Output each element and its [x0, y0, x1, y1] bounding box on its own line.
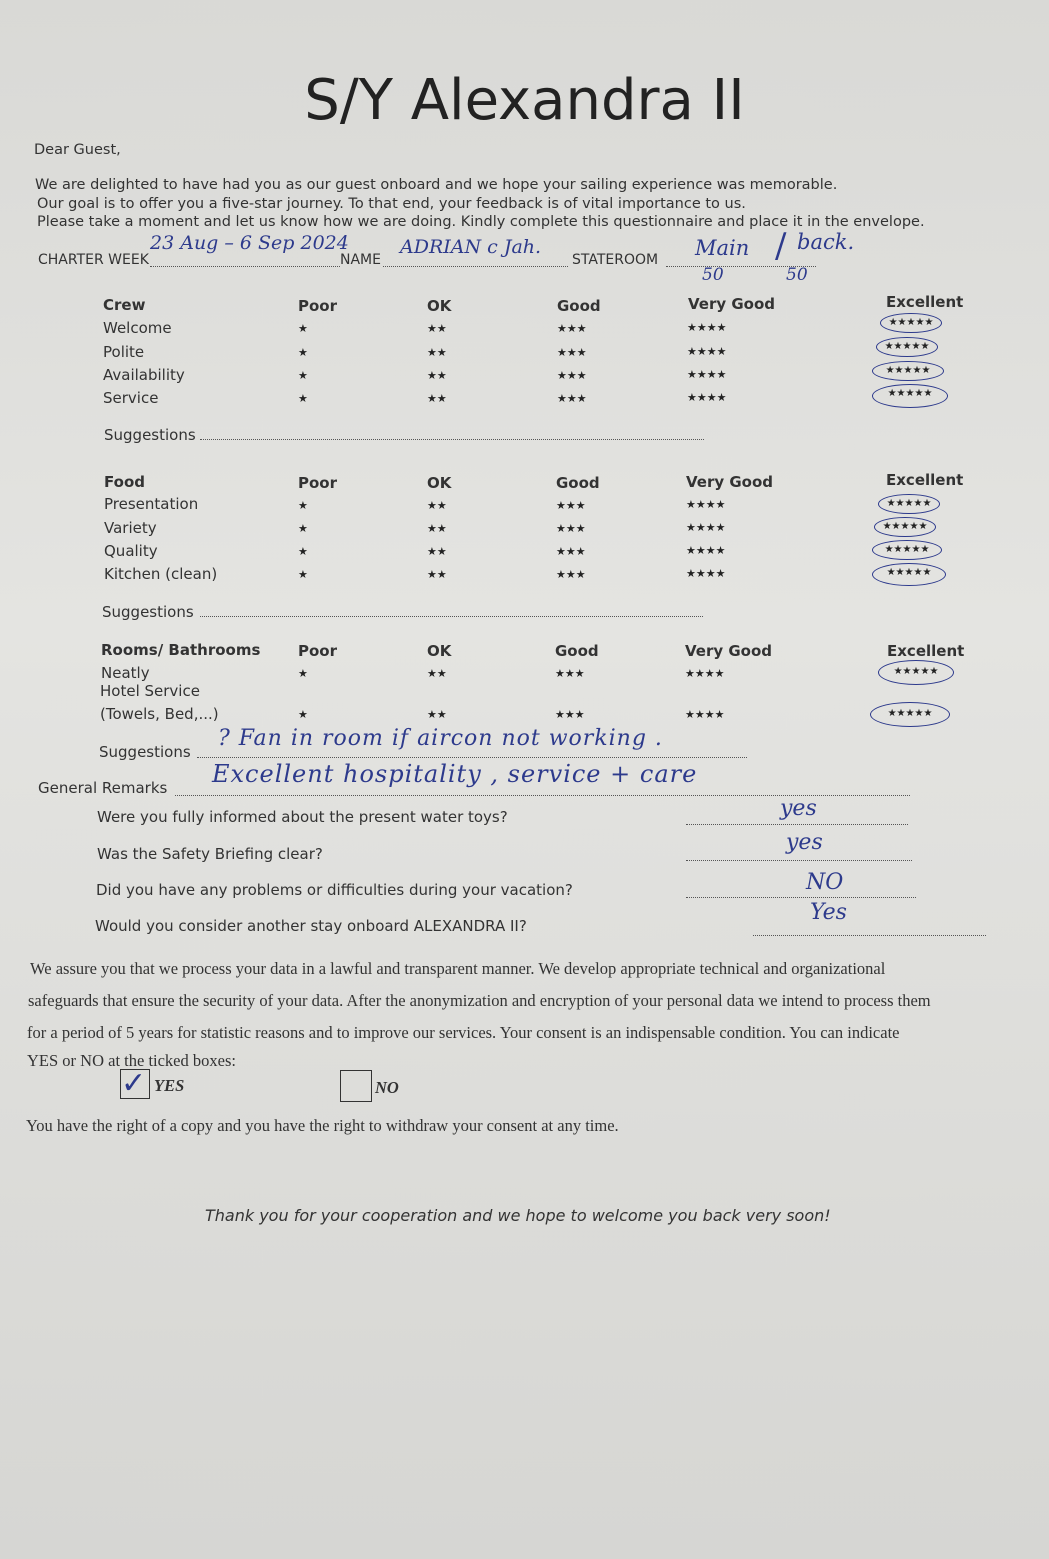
thank-you-message: Thank you for your cooperation and we hope to welcome you back very soon! — [205, 1206, 831, 1225]
item-label: Polite — [103, 343, 145, 361]
rating-good[interactable]: ★★★ — [556, 568, 586, 581]
question-problems: Did you have any problems or difficulties during your vacation? — [96, 881, 573, 899]
general-remarks-label: General Remarks — [38, 779, 168, 797]
rating-poor[interactable]: ★ — [298, 667, 308, 680]
rating-very-good[interactable]: ★★★★ — [687, 321, 727, 334]
col-excellent: Excellent — [886, 293, 964, 311]
col-excellent: Excellent — [886, 471, 964, 489]
rating-good[interactable]: ★★★ — [557, 369, 587, 382]
name-line — [383, 266, 568, 267]
rating-very-good[interactable]: ★★★★ — [686, 567, 726, 580]
item-label: (Towels, Bed,...) — [100, 705, 219, 723]
answer-safety-briefing[interactable]: yes — [786, 830, 823, 855]
item-label: Presentation — [104, 495, 199, 513]
suggestions-line[interactable] — [200, 439, 704, 440]
rating-ok[interactable]: ★★ — [427, 392, 447, 405]
rating-excellent-circled[interactable]: ★★★★★ — [878, 494, 940, 514]
answer-another-stay[interactable]: Yes — [810, 900, 847, 925]
suggestions-label: Suggestions — [99, 743, 191, 761]
item-label: Quality — [104, 542, 158, 560]
question-safety-briefing: Was the Safety Briefing clear? — [97, 845, 323, 863]
rating-ok[interactable]: ★★ — [427, 499, 447, 512]
rating-excellent-circled[interactable]: ★★★★★ — [870, 702, 950, 727]
col-excellent: Excellent — [887, 642, 965, 660]
rating-poor[interactable]: ★ — [298, 708, 308, 721]
stateroom-slash: / — [775, 226, 787, 266]
page-title: S/Y Alexandra II — [304, 68, 745, 133]
answer-line — [686, 824, 908, 825]
intro-line-2: Our goal is to offer you a five-star journey. To that end, your feedback is of vital importance to us. — [37, 196, 746, 212]
col-good: Good — [556, 474, 600, 492]
item-label: Hotel Service — [100, 682, 200, 700]
col-ok: OK — [427, 297, 452, 315]
rating-very-good[interactable]: ★★★★ — [686, 521, 726, 534]
rating-very-good[interactable]: ★★★★ — [687, 345, 727, 358]
rating-very-good[interactable]: ★★★★ — [686, 498, 726, 511]
consent-text-3: for a period of 5 years for statistic reasons and to improve our services. Your consent is an indispensable condition. You can indicate — [27, 1023, 900, 1042]
consent-text-1: We assure you that we process your data in a lawful and transparent manner. We develop appropriate technical and organizational — [30, 959, 886, 978]
rating-good[interactable]: ★★★ — [557, 346, 587, 359]
rating-excellent-circled[interactable]: ★★★★★ — [880, 313, 942, 333]
name-value[interactable]: ADRIAN c Jah. — [400, 236, 542, 258]
rating-poor[interactable]: ★ — [298, 322, 308, 335]
rating-good[interactable]: ★★★ — [556, 545, 586, 558]
rooms-suggestion-value[interactable]: ? Fan in room if aircon not working . — [218, 726, 663, 751]
consent-withdraw-text: You have the right of a copy and you have the right to withdraw your consent at any time. — [26, 1116, 619, 1135]
stateroom-split-main: 50 — [702, 265, 724, 285]
suggestions-line — [197, 757, 747, 758]
rating-poor[interactable]: ★ — [298, 499, 308, 512]
item-label: Service — [103, 389, 159, 407]
stateroom-value-back[interactable]: back. — [797, 230, 855, 254]
answer-line — [686, 860, 912, 861]
col-good: Good — [557, 297, 601, 315]
item-label: Neatly — [101, 664, 150, 682]
rating-good[interactable]: ★★★ — [557, 322, 587, 335]
rating-excellent-circled[interactable]: ★★★★★ — [872, 361, 944, 381]
consent-yes-checkbox[interactable] — [120, 1066, 150, 1101]
rating-very-good[interactable]: ★★★★ — [685, 708, 725, 721]
col-poor: Poor — [298, 642, 338, 660]
suggestions-line[interactable] — [200, 616, 703, 617]
rating-excellent-circled[interactable]: ★★★★★ — [876, 337, 938, 357]
charter-week-label: CHARTER WEEK — [38, 252, 149, 268]
section-title: Rooms/ Bathrooms — [101, 641, 261, 659]
answer-line — [753, 935, 986, 936]
consent-yes-label: YES — [154, 1076, 185, 1095]
rating-very-good[interactable]: ★★★★ — [687, 368, 727, 381]
rating-ok[interactable]: ★★ — [427, 568, 447, 581]
rating-very-good[interactable]: ★★★★ — [687, 391, 727, 404]
name-label: NAME — [340, 252, 381, 268]
col-very-good: Very Good — [688, 295, 776, 313]
rating-good[interactable]: ★★★ — [555, 708, 585, 721]
consent-text-2: safeguards that ensure the security of your data. After the anonymization and encryption of your personal data we intend to process them — [28, 991, 931, 1010]
col-ok: OK — [427, 642, 452, 660]
rating-very-good[interactable]: ★★★★ — [685, 667, 725, 680]
suggestions-label: Suggestions — [104, 426, 196, 444]
rating-good[interactable]: ★★★ — [556, 522, 586, 535]
stateroom-value-main[interactable]: Main — [695, 236, 750, 260]
consent-no-checkbox[interactable] — [340, 1070, 372, 1102]
intro-line-1: We are delighted to have had you as our guest onboard and we hope your sailing experience was memorable. — [35, 177, 838, 193]
rating-excellent-circled[interactable]: ★★★★★ — [872, 540, 942, 560]
rating-poor[interactable]: ★ — [298, 522, 308, 535]
greeting: Dear Guest, — [34, 142, 121, 158]
rating-poor[interactable]: ★ — [298, 568, 308, 581]
item-label: Welcome — [103, 319, 172, 337]
rating-excellent-circled[interactable]: ★★★★★ — [872, 384, 948, 408]
col-poor: Poor — [298, 474, 338, 492]
rating-excellent-circled[interactable]: ★★★★★ — [878, 660, 954, 685]
rating-very-good[interactable]: ★★★★ — [686, 544, 726, 557]
rating-excellent-circled[interactable]: ★★★★★ — [874, 517, 936, 537]
rating-ok[interactable]: ★★ — [427, 522, 447, 535]
rating-ok[interactable]: ★★ — [427, 369, 447, 382]
rating-excellent-circled[interactable]: ★★★★★ — [872, 563, 946, 586]
rating-ok[interactable]: ★★ — [427, 322, 447, 335]
item-label: Kitchen (clean) — [104, 565, 218, 583]
rating-good[interactable]: ★★★ — [556, 499, 586, 512]
suggestions-label: Suggestions — [102, 603, 194, 621]
rating-poor[interactable]: ★ — [298, 392, 308, 405]
stateroom-label: STATEROOM — [572, 252, 659, 268]
rating-good[interactable]: ★★★ — [557, 392, 587, 405]
rating-ok[interactable]: ★★ — [427, 708, 447, 721]
rating-good[interactable]: ★★★ — [555, 667, 585, 680]
answer-line — [686, 897, 916, 898]
consent-text-4: YES or NO at the ticked boxes: — [27, 1051, 236, 1070]
col-very-good: Very Good — [686, 473, 774, 491]
col-good: Good — [555, 642, 599, 660]
answer-problems[interactable]: NO — [806, 870, 844, 895]
intro-line-3: Please take a moment and let us know how we are doing. Kindly complete this questionnaire and place it in the envelope. — [37, 214, 925, 230]
item-label: Variety — [104, 519, 157, 537]
col-ok: OK — [427, 474, 452, 492]
question-another-stay: Would you consider another stay onboard ALEXANDRA II? — [95, 917, 527, 935]
consent-no-label: NO — [375, 1078, 399, 1097]
section-title: Crew — [103, 296, 146, 314]
rating-poor[interactable]: ★ — [298, 369, 308, 382]
rating-ok[interactable]: ★★ — [427, 545, 447, 558]
item-label: Availability — [103, 366, 185, 384]
stateroom-split-back: 50 — [786, 265, 808, 285]
answer-water-toys[interactable]: yes — [780, 796, 817, 821]
general-remarks-value[interactable]: Excellent hospitality , service + care — [212, 760, 698, 788]
rating-ok[interactable]: ★★ — [427, 667, 447, 680]
rating-poor[interactable]: ★ — [298, 545, 308, 558]
charter-week-value[interactable]: 23 Aug – 6 Sep 2024 — [150, 232, 349, 254]
rating-ok[interactable]: ★★ — [427, 346, 447, 359]
question-water-toys: Were you fully informed about the present water toys? — [97, 808, 508, 826]
col-poor: Poor — [298, 297, 338, 315]
rating-poor[interactable]: ★ — [298, 346, 308, 359]
section-title: Food — [104, 473, 145, 491]
charter-week-line — [150, 266, 340, 267]
checkmark-icon: ✓ — [121, 1066, 147, 1101]
col-very-good: Very Good — [685, 642, 773, 660]
